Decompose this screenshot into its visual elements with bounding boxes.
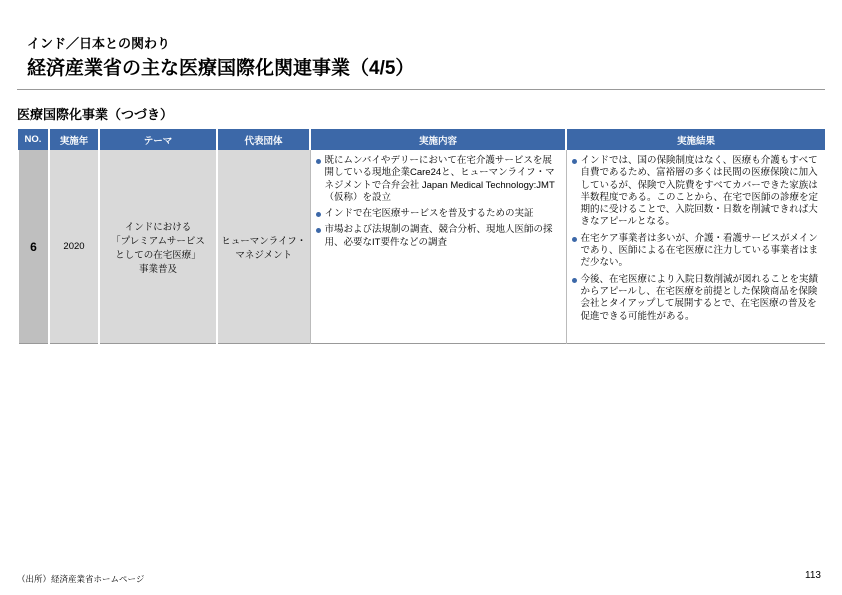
org-line: ヒューマンライフ・ — [221, 235, 307, 247]
result-bullet: インドでは、国の保険制度はなく、医療も介護もすべて自費であるため、富裕層の多くは民間の医療保険に加入しているが、保険で入院費をすべてカバーできた家族は半数程度である。このことから、在宅で医師の診療を定期的に受けることで、入院回数・日数を削減できれば大きなアピールとなる。 — [571, 155, 820, 229]
section-title: 医療国際化事業（つづき） — [17, 107, 174, 122]
table-header-row — [18, 129, 825, 150]
org-line: マネジメント — [235, 249, 293, 261]
col-content: 実施内容 — [310, 129, 566, 150]
theme-line: としての在宅医療」 — [115, 249, 201, 261]
theme-line: 「プレミアムサービス — [111, 235, 205, 247]
col-org: 代表団体 — [217, 129, 310, 150]
breadcrumb-subtitle: インド／日本との関わり — [27, 36, 171, 51]
col-year: 実施年 — [49, 129, 99, 150]
theme-line: 事業普及 — [138, 263, 177, 275]
result-bullet: 今後、在宅医療により入院日数削減が図れることを実績からアピールし、在宅医療を前提とした保険商品を保険会社とタイアップして展開するとで、在宅医療の普及を促進できる可能性がある。 — [571, 274, 820, 323]
page-title: 経済産業省の主な医療国際化関連事業（4/5） — [27, 58, 415, 79]
projects-table — [17, 129, 825, 344]
row-results — [566, 150, 825, 344]
row-org — [217, 150, 310, 344]
row-content — [310, 150, 566, 344]
row-no: 6 — [18, 150, 49, 344]
page-number: 113 — [805, 570, 821, 581]
content-bullet: インドで在宅医療サービスを普及するための実証 — [315, 208, 560, 220]
row-year: 2020 — [49, 150, 99, 344]
title-divider — [17, 89, 825, 90]
table-row — [18, 150, 825, 344]
result-bullet: 在宅ケア事業者は多いが、介護・看護サービスがメインであり、医師による在宅医療に注力している事業者はまだ少ない。 — [571, 233, 820, 270]
row-theme — [99, 150, 217, 344]
theme-line: インドにおける — [124, 221, 192, 233]
col-theme: テーマ — [99, 129, 217, 150]
source-note: （出所）経済産業省ホームページ — [17, 574, 145, 584]
col-results: 実施結果 — [566, 129, 825, 150]
content-bullet: 市場および法規制の調査、競合分析、現地人医師の採用、必要なIT要件などの調査 — [315, 224, 560, 249]
col-no: NO. — [18, 129, 49, 150]
content-bullet: 既にムンバイやデリーにおいて在宅介護サービスを展開している現地企業Care24と、ヒューマンライフ・マネジメントで合弁会社 Japan Medical Technology:JMT（仮称）を設立 — [315, 155, 560, 204]
